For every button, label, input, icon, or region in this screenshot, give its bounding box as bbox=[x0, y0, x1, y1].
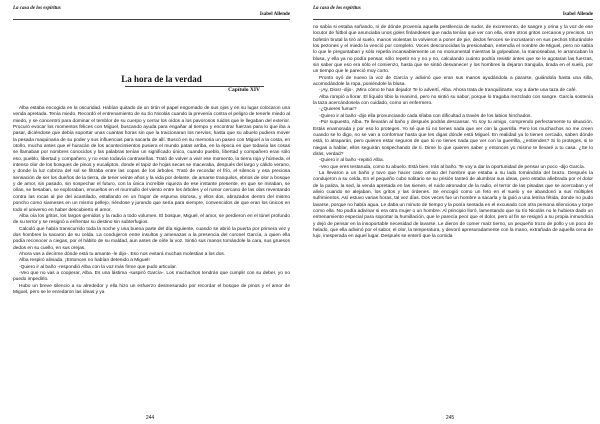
paragraph: Alba oía los gritos, los largos gemidos y la radio a todo volumen. El bosque, Miguel, el amor, se perdieron en el túnel profundo de su terror y se resignó a enfrentar su destino sin subterfugios. bbox=[13, 213, 290, 226]
paragraph: Pronto oyó de nuevo la voz de García y adivinó que eran sus manos ayudándola a pararse, guiándola hasta una silla, acomodándole la ropa, poniéndole la blusa. bbox=[313, 75, 593, 88]
paragraph: Alba rompió a llorar. El líquido tibio la reanimó, pero no sintió su sabor, porque lo tragaba mezclado con sangre. García sostenía la taza acercándosela con cuidado, como un enfermero. bbox=[313, 94, 593, 107]
paragraph: -Veo que no vas a cooperar, Alba. Es una lástima -suspiró García-. Los muchachos tendrán que cumplir con su deber, yo no puedo impedirlo. bbox=[13, 270, 290, 283]
paragraph: -Quiero ir al baño -dijo ella pronunciando cada sílaba con dificultad a través de los labios hinchados. bbox=[319, 113, 532, 119]
right-body-text bbox=[313, 25, 593, 241]
paragraph: Calculó que había transcurrido toda la noche y una buena parte del día siguiente, cuando se abrió la puerta por primera vez y dos hombres la sacaron de su celda. La condujeron entre insultos y amenazas a la presencia del coronel García, a quien ella podía reconocer a ciegas, por el hábito de su maldad, aun antes de oírle la voz. Sintió sus manos tomándole la cara, sus gruesos dedos en su cuello, en sus orejas. bbox=[13, 226, 290, 251]
chapter-title: La hora de la verdad bbox=[121, 74, 202, 84]
paragraph: -Quiero ir al baño -repitió Alba. bbox=[319, 158, 385, 164]
left-body-text bbox=[13, 106, 290, 296]
running-head-rule bbox=[313, 19, 593, 20]
paragraph: -Veo que eres testaruda, como tu abuelo. Está bien. Irás al baño. Te voy a dar la oportunidad de pensar un poco -dijo García. bbox=[319, 164, 586, 170]
paragraph: -¡Ay, Dios! -dijo-. ¡Mira cómo te han dejado! Te lo advertí, Alba. Ahora trata de tranquilizarte, voy a darte una taza de café. bbox=[319, 88, 577, 94]
page-number: 245 bbox=[445, 415, 455, 421]
right-page bbox=[300, 0, 600, 424]
chapter-heading bbox=[13, 74, 290, 94]
page-number: 244 bbox=[145, 415, 155, 421]
paragraph: Hubo un breve silencio a su alrededor y ella hizo un esfuerzo desmesurado por recordar el bosque de pinos y el amor de Miguel, pero se le enredaron las ideas y ya bbox=[13, 283, 290, 295]
running-head-author: Isabel Allende bbox=[562, 12, 593, 17]
paragraph: Ahora vas a decirme dónde está tu amante -le dijo-. Eso nos evitará muchas molestias a los dos. bbox=[19, 251, 226, 257]
paragraph: Alba respiró aliviada. ¡Entonces no habían detenido a Miguel! bbox=[19, 258, 150, 264]
paragraph: -Quiero ir al baño -respondió Alba con la voz más firme que pudo articular. bbox=[19, 264, 177, 270]
paragraph: -Por supuesto, Alba. Te llevarán al baño y después podrás descansar. Yo soy tu amigo, comprendo perfectamente tu situación. Estás enamorada y por eso lo proteges. Yo sé que tú no tienes nada que ver con la guerrilla. Pero los muchachos no me creen cuando se lo digo, no se van a conformar hasta que les digas dónde está Miguel. En realidad ya lo tienen cercado, saben dónde está, lo atraparán, pero quieren estar seguros de que tú no tienes nada que ver con la guerrilla, ¿entiendes? Si lo proteges, si te niegas a hablar, ellos seguirán sospechando de ti. Dime lo que quieren saber y entonces yo mismo te llevaré a tu casa. ¿Se lo dirás, verdad? bbox=[313, 120, 593, 157]
running-head-rule bbox=[13, 19, 290, 20]
running-head-title: La casa de los espíritus bbox=[313, 6, 361, 11]
chapter-subtitle: Capítulo XIV bbox=[228, 87, 260, 93]
paragraph: -¿Quieres fumar? bbox=[319, 107, 357, 113]
paragraph: La llevaron a un baño y tuvo que hacer caso omiso del hombre que estaba a su lado tomándola del brazo. Después la condujeron a su celda. En el pequeño cubo solitario se su prisión tanteó de alumbrar sus ideas, pero estaba afiebrada por el dolor de la paliza, la sed, la venda apretada en las sienes, el ruido atronador de la radio, el terror de las pisadas que se acercaban y el alivio cuando se alejaban, los gritos y las órdenes. Se encogió como un feto en el suelo y se abandonó a sus múltiples sufrimientos. Así estuvo varias horas, tal vez días. Dos veces fue un hombre a sacarla y la guió a una letrina fétida, donde no pudo lavarse, porque no había agua. Le daba un minuto de tiempo y la ponía sentada en el excusado con otra persona silenciosa y torpe como ella. No podía adivinar si era otra mujer o un hombre. Al principio lloró, lamentando que su tío Nicolás no le hubiera dado un entrenamiento especial para soportar la humillación, que le parecía peor que el dolor, pero al fin se resignó a su propia inmundicia y dejó de pensar en la insoportable necesidad de lavarse. Le dieron de comer maíz tierno, un pequeño trozo de pollo y un poco de helado, que ella adivinó por el sabor, el olor, la temperatura, y devoró apresuradamente con la mano, extrañada de aquella cena de lujo, inesperada en aquel lugar. Después se enteró que la comida bbox=[313, 170, 593, 240]
running-head-title: La casa de los espíritus bbox=[13, 6, 61, 11]
paragraph: no sabía si estaba soñando, ni de dónde provenía aquella pestilencia de sudor, de excremento, de sangre y orina y la voz de ese locutor de fútbol que anunciaba unos goles finlandeses que nada tenían que ver con ella, entre otros gritos cercanos y precisos. Un bofetón brutal la tiró al suelo, manos violentas la volvieron a poner de pie, dedos feroces se incrustaron en sus pechos triturándole los pezones y el miedo la venció por completo. Voces desconocidas la presionaban, entendía el nombre de Miguel, pero no sabía lo que le preguntaban y sólo repetía incansablemente un no monumental mientras la golpeaban, la manoseaban, le arrancaban la blusa, y ella ya no podía pensar, sólo repetir no y no y no, calculando cuánto podría resistir antes que se le agotaran las fuerzas, sin saber que eso era sólo el comienzo, hasta que se sintió desvanecer y los hombres la dejaron tranquila, tirada en el suelo, por un tiempo que le pareció muy corto. bbox=[313, 25, 593, 75]
paragraph: Alba estaba encogida en la oscuridad. Habían quitado de un tirón el papel engomado de sus ojos y en su lugar colocaron una venda apretada. Tenía miedo. Recordó el entrenamiento de su tío Nicolás cuando la prevenía contra el peligro de tenerle miedo al miedo, y se concentró para dominar el temblor de su cuerpo y cerrar los oídos a los pavorosos ruidos que le llegaban del exterior. Procuró evocar los momentos felices con Miguel, buscando ayuda para engañar al tiempo y encontrar fuerzas para lo que iba a pasar, diciéndose que debía soportar unas cuantas horas sin que la traicionaran los nervios, hasta que su abuelo pudiera mover la pesada maquinaria de su poder y sus influencias para sacarla de allí. Buscó en su memoria un paseo con Miguel a la costa, en otoño, mucho antes que el huracán de los acontecimientos pusiera el mundo patas arriba, en la época en que todavía las cosas se llamaban por nombres conocidos y las palabras tenían un significado único, cuando pueblo, libertad y compañero eran sólo eso, pueblo, libertad y compañero, y no eran todavía contraseñas. Trató de volver a vivir ese momento, la tierra roja y húmeda, el intenso olor de los bosques de pinos y eucaliptos, donde el tapiz de hojas secas se maceraba, después del largo y cálido verano, y donde la luz cobriza del sol se filtraba entre las copas de los árboles. Trató de recordar el frío, el silencio y esa preciosa sensación de ser los dueños de la tierra, de tener veinte años y la vida por delante, de amarse tranquilos, ebrios de olor a bosque y de amor, sin pasado, sin sospechar el futuro, con la única increíble riqueza de ese instante presente, en que se miraban, se olían, se besaban, se exploraban, envueltos en el murmullo del viento entre los árboles y el rumor cercano de las olas reventando contra las rocas al pie del acantilado, estallando en un fragor de espuma olorosa, y ellos dos, abrazados dentro del mismo poncho como siameses en un mismo pellejo, riéndose y jurando que sería para siempre, convencidos de que eran los únicos en todo el universo en haber descubierto el amor. bbox=[13, 106, 290, 213]
running-head-author: Isabel Allende bbox=[259, 12, 290, 17]
